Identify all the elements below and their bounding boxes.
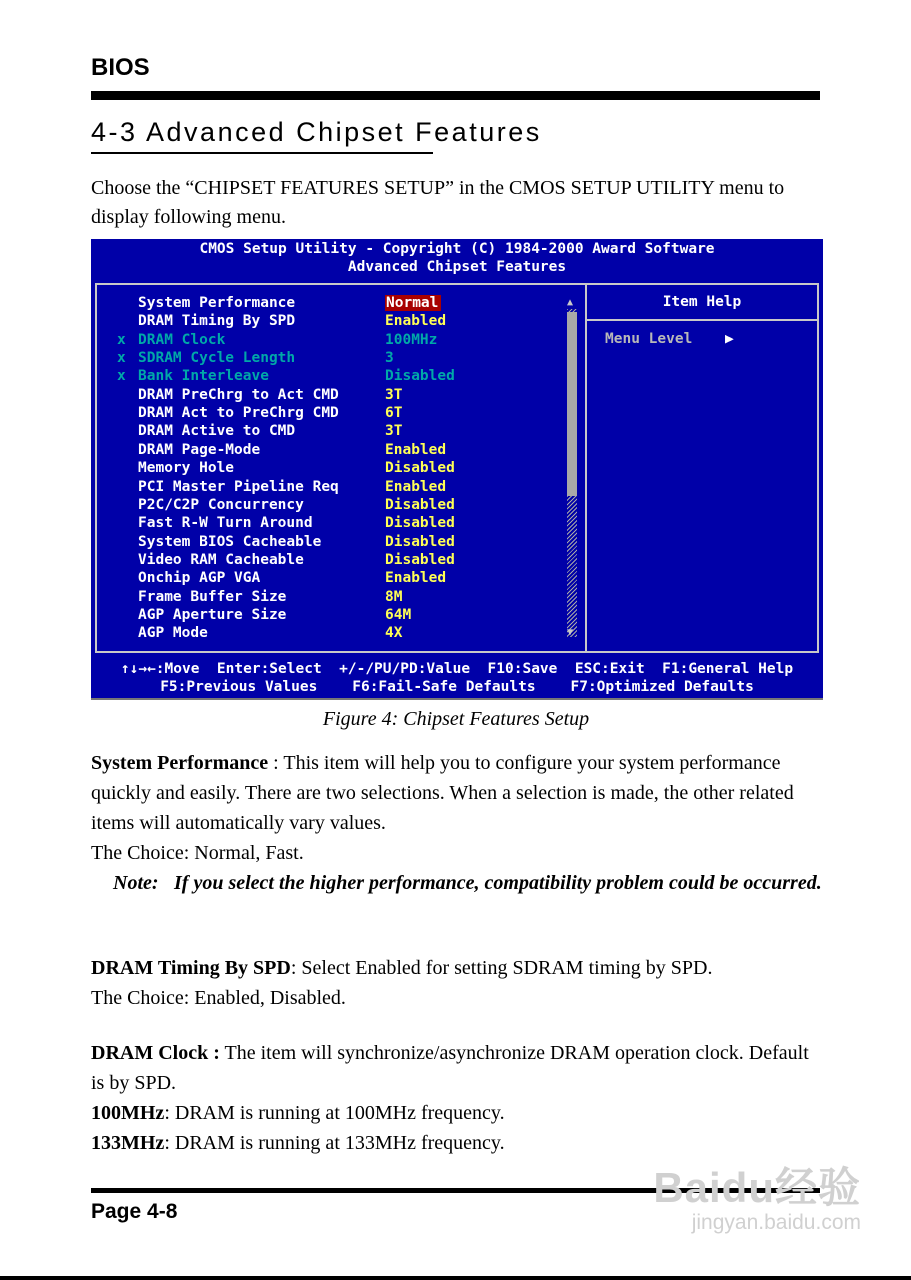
intro-paragraph: Choose the “CHIPSET FEATURES SETUP” in the CMOS SETUP UTILITY menu to display following menu.	[91, 177, 785, 228]
bios-setting-value[interactable]: 100MHz	[385, 331, 438, 348]
bios-setting-value[interactable]: Disabled	[385, 533, 455, 550]
bios-panel-divider	[585, 283, 587, 653]
bios-setting-label: System BIOS Cacheable	[138, 533, 322, 550]
bios-setting-row[interactable]	[91, 625, 581, 643]
bios-setting-row[interactable]	[91, 552, 581, 570]
bios-setting-label: DRAM Timing By SPD	[138, 313, 296, 330]
bios-setting-row[interactable]	[91, 387, 581, 405]
bios-setting-value[interactable]: Enabled	[385, 478, 447, 495]
term-dram-timing: DRAM Timing By SPD	[91, 957, 291, 979]
bios-setting-value[interactable]: 4X	[385, 625, 403, 642]
page-header-title: BIOS	[91, 54, 150, 81]
item-help-rule	[587, 319, 817, 321]
page-number: Page 4-8	[91, 1200, 178, 1223]
bios-setting-value[interactable]: 3T	[385, 423, 403, 440]
bios-setting-row[interactable]	[91, 350, 581, 368]
section-title: 4-3 Advanced Chipset Features	[91, 117, 542, 147]
bios-setting-row[interactable]	[91, 313, 581, 331]
bios-setting-row[interactable]	[91, 570, 581, 588]
bios-setting-row[interactable]	[91, 295, 581, 313]
menu-level-arrow-icon: ▶	[725, 331, 734, 347]
bios-setting-value[interactable]: 3	[385, 350, 394, 367]
bios-setting-label: SDRAM Cycle Length	[138, 350, 296, 367]
mhz100-text: : DRAM is running at 100MHz frequency.	[164, 1102, 505, 1124]
bios-setting-row[interactable]	[91, 405, 581, 423]
page-bottom-edge	[0, 1276, 911, 1280]
item-help-title: Item Help	[662, 294, 742, 310]
mhz133-text: : DRAM is running at 133MHz frequency.	[164, 1132, 505, 1154]
term-dram-clock: DRAM Clock :	[91, 1042, 220, 1064]
bios-setting-row[interactable]	[91, 442, 581, 460]
note-label: Note:	[113, 872, 159, 894]
note-text: If you select the higher performance, compatibility problem could be occurred.	[174, 872, 822, 894]
term-system-performance: System Performance	[91, 752, 269, 774]
bios-bottom-rule	[91, 698, 823, 700]
bios-title: CMOS Setup Utility - Copyright (C) 1984-2000 Award Software	[199, 241, 715, 257]
bios-setting-value[interactable]: Enabled	[385, 313, 447, 330]
bios-setting-value[interactable]: 64M	[385, 606, 412, 623]
bios-setting-value[interactable]: Disabled	[385, 368, 455, 385]
bios-setting-value[interactable]: Disabled	[385, 515, 455, 532]
watermark-logo-text: Baidu经验	[653, 1164, 861, 1211]
bios-screen	[91, 239, 823, 698]
bios-setting-value[interactable]: Disabled	[385, 496, 455, 513]
bios-setting-label: DRAM Page-Mode	[138, 441, 261, 458]
bios-setting-label: Video RAM Cacheable	[138, 551, 304, 568]
bios-setting-label: PCI Master Pipeline Req	[138, 478, 339, 495]
menu-level-label: Menu Level	[605, 331, 693, 347]
mhz133-line	[91, 1128, 826, 1158]
bios-setting-row[interactable]	[91, 332, 581, 350]
bios-key-help-1: ↑↓→←:Move Enter:Select +/-/PU/PD:Value F10:Save ESC:Exit F1:General Help	[120, 661, 794, 677]
bios-setting-row[interactable]	[91, 368, 581, 386]
bios-setting-label: Bank Interleave	[138, 368, 269, 385]
bios-key-help-2: F5:Previous Values F6:Fail-Safe Defaults F7:Optimized Defaults	[160, 679, 754, 695]
dram-clock-text: The item will synchronize/asynchronize DRAM operation clock. Default is by SPD.	[91, 1042, 809, 1094]
bios-setting-label: AGP Aperture Size	[138, 606, 287, 623]
bios-setting-label: P2C/C2P Concurrency	[138, 496, 304, 513]
bios-setting-label: Frame Buffer Size	[138, 588, 287, 605]
bios-setting-label: DRAM Active to CMD	[138, 423, 296, 440]
dram-timing-paragraph	[91, 953, 826, 983]
header-rule	[91, 91, 820, 100]
bios-setting-value[interactable]: Disabled	[385, 551, 455, 568]
watermark	[653, 1155, 861, 1235]
disabled-mark: x	[117, 331, 126, 348]
bios-setting-row[interactable]	[91, 607, 581, 625]
bios-setting-label: System Performance	[138, 295, 296, 311]
term-133mhz: 133MHz	[91, 1132, 165, 1154]
dram-timing-text: : Select Enabled for setting SDRAM timing by SPD.	[290, 957, 713, 979]
scroll-up-arrow-icon[interactable]: ▲	[567, 297, 574, 308]
scroll-down-arrow-icon[interactable]: ▼	[567, 627, 574, 638]
bios-subtitle: Advanced Chipset Features	[347, 259, 567, 275]
system-performance-choice: The Choice: Normal, Fast.	[91, 842, 304, 864]
bios-setting-row[interactable]	[91, 497, 581, 515]
figure-caption: Figure 4: Chipset Features Setup	[322, 708, 590, 730]
bios-setting-value[interactable]: 3T	[385, 386, 403, 403]
bios-setting-label: DRAM Clock	[138, 331, 226, 348]
bios-setting-value[interactable]: Normal	[385, 295, 441, 311]
mhz100-line	[91, 1098, 826, 1128]
bios-setting-row[interactable]	[91, 479, 581, 497]
bios-setting-row[interactable]	[91, 589, 581, 607]
term-100mhz: 100MHz	[91, 1102, 165, 1124]
bios-setting-value[interactable]: Enabled	[385, 570, 447, 587]
disabled-mark: x	[117, 368, 126, 385]
bios-setting-label: DRAM PreChrg to Act CMD	[138, 386, 339, 403]
bios-setting-label: AGP Mode	[138, 625, 208, 642]
dram-timing-choice: The Choice: Enabled, Disabled.	[91, 987, 346, 1009]
bios-setting-row[interactable]	[91, 423, 581, 441]
watermark-url: jingyan.baidu.com	[691, 1211, 861, 1234]
bios-setting-value[interactable]: 8M	[385, 588, 403, 605]
scrollbar-thumb[interactable]	[567, 312, 577, 496]
bios-setting-value[interactable]: Enabled	[385, 441, 447, 458]
bios-setting-label: Onchip AGP VGA	[138, 570, 261, 587]
system-performance-paragraph	[91, 748, 826, 838]
section-title-underline	[91, 152, 433, 154]
bios-setting-row[interactable]	[91, 534, 581, 552]
note	[113, 868, 825, 928]
bios-setting-label: Fast R-W Turn Around	[138, 515, 313, 532]
bios-setting-label: DRAM Act to PreChrg CMD	[138, 405, 339, 422]
bios-setting-value[interactable]: Disabled	[385, 460, 455, 477]
bios-setting-row[interactable]	[91, 460, 581, 478]
bios-setting-value[interactable]: 6T	[385, 405, 403, 422]
dram-clock-paragraph	[91, 1038, 826, 1098]
bios-setting-label: Memory Hole	[138, 460, 235, 477]
system-performance-text: : This item will help you to configure your system performance quickly and easily. There are two selections. When a selection is made, the other related items will automatically vary values.	[91, 752, 794, 834]
bios-setting-row[interactable]	[91, 515, 581, 533]
disabled-mark: x	[117, 350, 126, 367]
